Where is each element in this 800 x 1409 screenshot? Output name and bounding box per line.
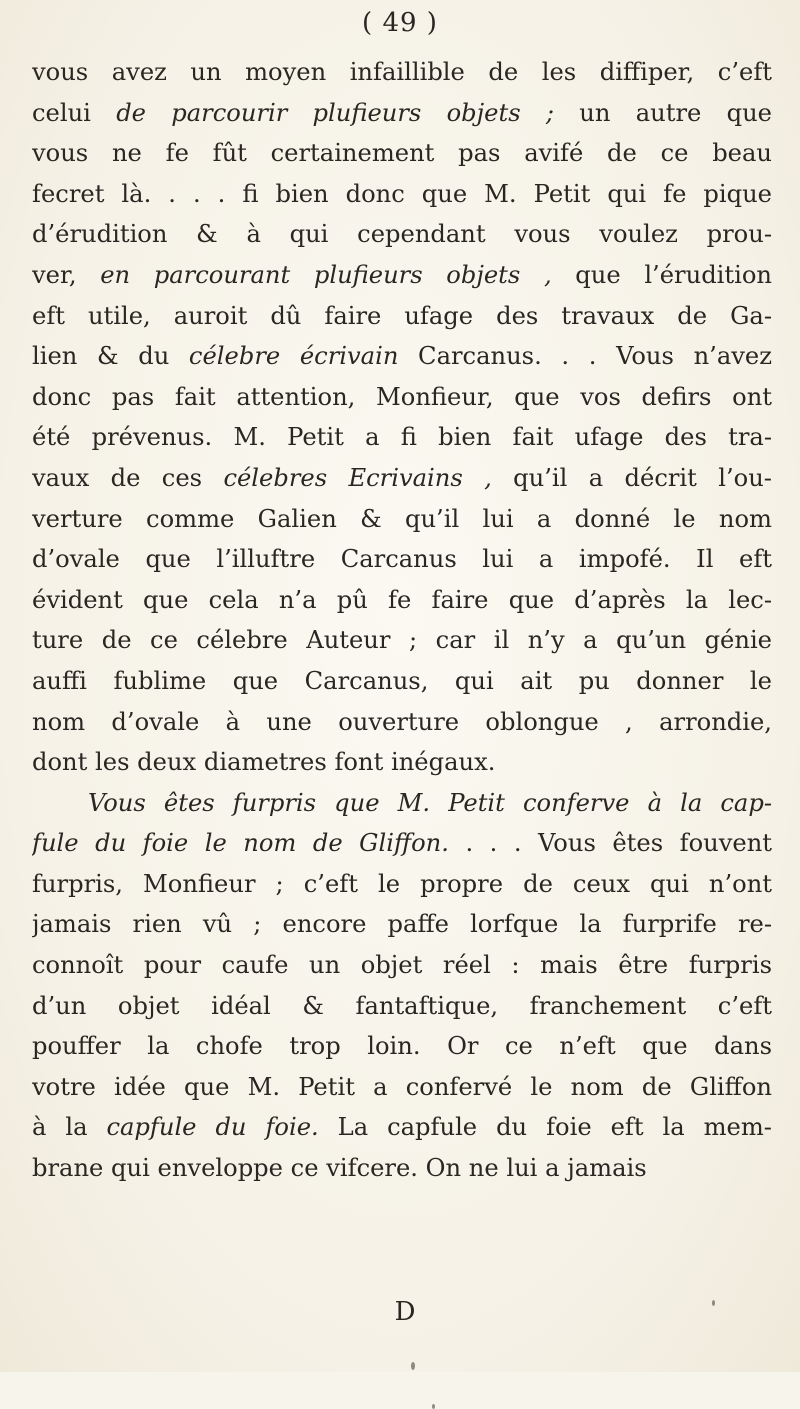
text-segment: jamais rien vû ; encore paffe lorfque la furprife re-: [32, 910, 772, 939]
text-line: [32, 742, 772, 783]
text-segment: pouffer la chofe trop loin. Or ce n’eft que dans: [32, 1032, 772, 1061]
text-line: [32, 174, 772, 215]
text-segment: d’un objet idéal & fantaftique, franchement c’eft: [32, 991, 772, 1020]
text-segment: un autre que: [554, 98, 772, 127]
text-segment: celui: [32, 98, 117, 127]
text-line: [32, 133, 772, 174]
text-segment: lien & du: [32, 342, 189, 371]
italic-segment: de parcourir plufieurs objets ;: [116, 98, 555, 127]
text-line: [32, 823, 772, 864]
text-line: [32, 1107, 772, 1148]
text-segment: eft utile, auroit dû faire ufage des travaux de Ga-: [32, 301, 772, 330]
text-segment: fecret là. . . . fi bien donc que M. Petit qui fe pique: [32, 179, 772, 208]
page-number: ( 49 ): [362, 8, 438, 38]
ink-speck: [712, 1300, 715, 1306]
text-segment: que l’érudition: [551, 260, 772, 289]
text-line: [32, 580, 772, 621]
text-segment: ture de ce célebre Auteur ; car il n’y a qu’un génie: [32, 626, 772, 655]
ink-speck: [411, 1362, 415, 1370]
signature-mark: D: [394, 1297, 416, 1327]
text-segment: auffi fublime que Carcanus, qui ait pu donner le: [32, 666, 772, 695]
text-segment: dont les deux diametres font inégaux.: [32, 748, 496, 777]
italic-segment: célebre écrivain: [188, 342, 399, 371]
text-line: [32, 783, 772, 824]
text-line: [32, 336, 772, 377]
italic-segment: en parcourant plufieurs objets ,: [100, 260, 552, 289]
text-segment: votre idée que M. Petit a confervé le nom de Gliffon: [32, 1072, 772, 1101]
text-segment: vous avez un moyen infaillible de les diffiper, c’eft: [32, 58, 772, 86]
text-segment: donc pas fait attention, Monfieur, que vos defirs ont: [32, 382, 772, 411]
ink-speck: [432, 1404, 435, 1409]
text-line: [32, 1148, 772, 1189]
text-line: [32, 864, 772, 905]
italic-segment: fule du foie le nom de Gliffon.: [32, 829, 449, 858]
text-line: [32, 986, 772, 1027]
text-segment: verture comme Galien & qu’il lui a donné le nom: [32, 504, 772, 533]
text-line: [32, 702, 772, 743]
body-text: [32, 52, 772, 1189]
text-line: [32, 1067, 772, 1108]
text-segment: d’érudition & à qui cependant vous voulez prou-: [32, 220, 772, 249]
text-line: [32, 296, 772, 337]
text-line: [32, 499, 772, 540]
text-segment: . . . Vous êtes fouvent: [448, 829, 772, 858]
text-segment: La capfule du foie eft la mem-: [318, 1113, 772, 1142]
text-segment: évident que cela n’a pû fe faire que d’après la lec-: [32, 585, 772, 614]
text-segment: Carcanus. . . Vous n’avez: [398, 342, 772, 371]
italic-segment: Vous êtes furpris que M. Petit conferve à la cap-: [88, 788, 772, 817]
text-segment: qu’il a décrit l’ou-: [491, 463, 772, 492]
text-line: [32, 539, 772, 580]
text-segment: furpris, Monfieur ; c’eft le propre de ceux qui n’ont: [32, 869, 772, 898]
text-line: [32, 255, 772, 296]
text-segment: nom d’ovale à une ouverture oblongue , arrondie,: [32, 707, 772, 736]
text-line: [32, 377, 772, 418]
text-segment: ver,: [32, 260, 101, 289]
text-line: [32, 945, 772, 986]
text-segment: à la: [32, 1113, 107, 1142]
text-line: [32, 661, 772, 702]
text-line: [32, 417, 772, 458]
text-segment: vous ne fe fût certainement pas avifé de ce beau: [32, 139, 772, 168]
text-segment: d’ovale que l’illuftre Carcanus lui a impofé. Il eft: [32, 545, 772, 574]
text-segment: connoît pour caufe un objet réel : mais être furpris: [32, 951, 772, 980]
text-segment: vaux de ces: [32, 463, 224, 492]
text-line: [32, 904, 772, 945]
italic-segment: célebres Ecrivains ,: [223, 463, 492, 492]
italic-segment: capfule du foie.: [106, 1113, 319, 1142]
text-line: [32, 1026, 772, 1067]
text-line: [32, 214, 772, 255]
text-line: [32, 458, 772, 499]
text-line: [32, 52, 772, 93]
text-line: [32, 620, 772, 661]
text-segment: été prévenus. M. Petit a fi bien fait ufage des tra-: [32, 423, 772, 452]
text-line: [32, 93, 772, 134]
text-segment: brane qui enveloppe ce vifcere. On ne lui a jamais: [32, 1154, 647, 1183]
